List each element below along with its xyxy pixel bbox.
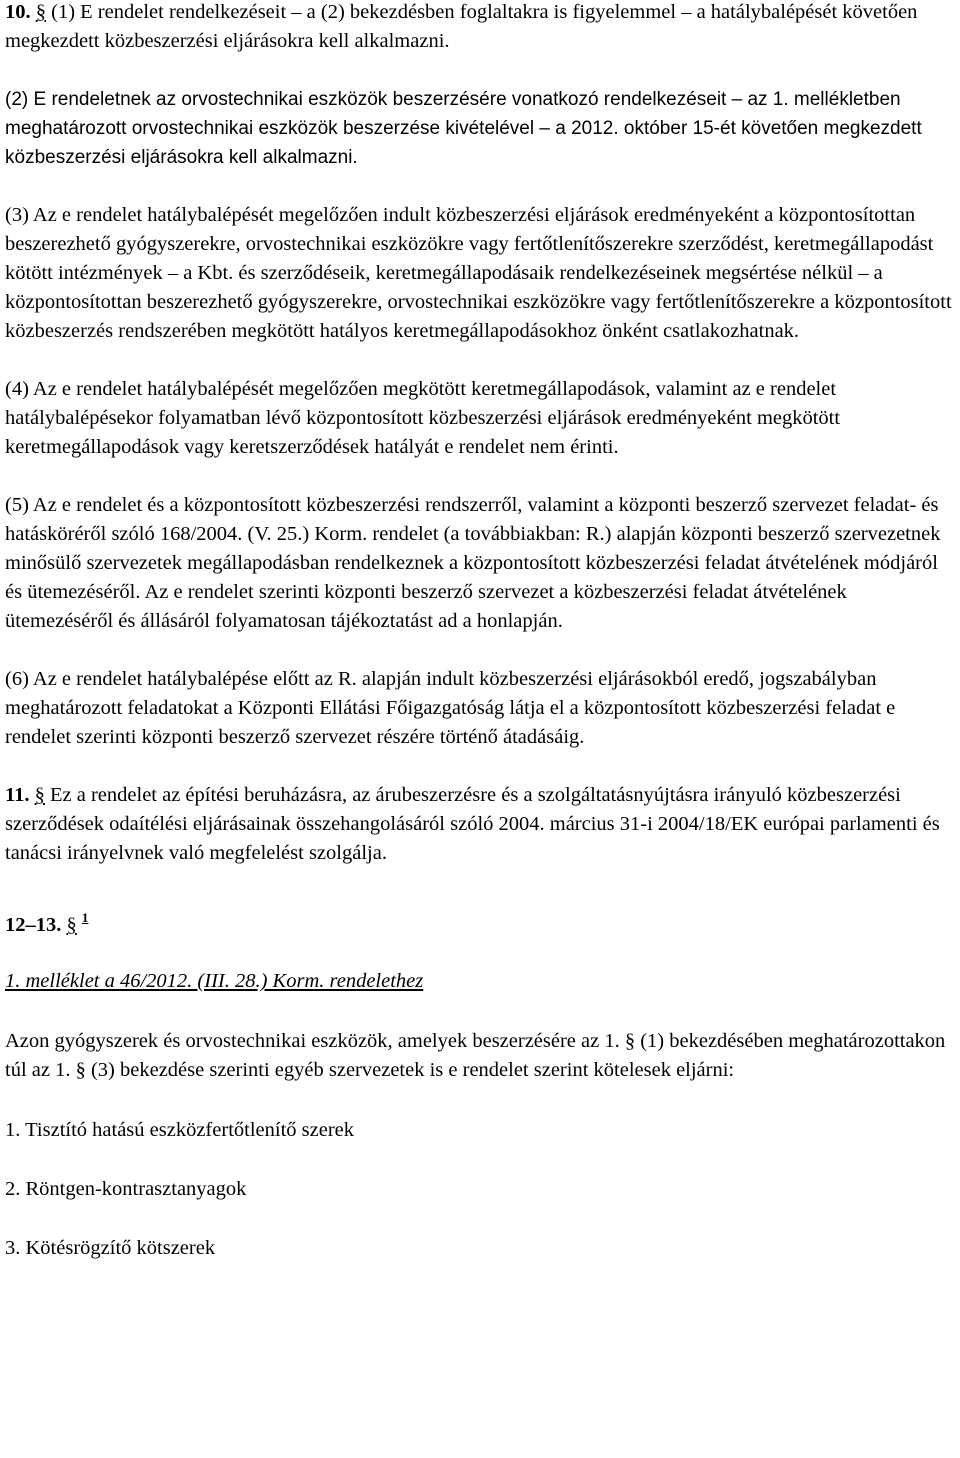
paragraph-10-6: (6) Az e rendelet hatálybalépése előtt az R. alapján indult közbeszerzési eljárásokból eredő, jogszabályban meghatározott feladatokat a Központi Ellátási Főigazgatóság látja el a központosított közbeszerzési feladat e rendelet szerinti központi beszerző szervezet részére történő átadásáig. (5, 668, 896, 748)
footnote-link[interactable]: 1 (81, 910, 89, 925)
annex-title[interactable] (5, 967, 957, 996)
annex-title-link[interactable]: 1. melléklet a 46/2012. (III. 28.) Korm. rendelethez (5, 970, 424, 992)
annex-item-3: 3. Kötésrögzítő kötszerek (5, 1237, 216, 1259)
paragraph-10-3: (3) Az e rendelet hatálybalépését megelőzően indult közbeszerzési eljárások eredményeként a központosítottan beszerezhető gyógyszerekre, orvostechnikai eszközökre vagy fertőtlenítőszerekre szerződést, keretmegállapodást kötött intézmények – a Kbt. és szerződéseik, keretmegállapodásaik rendelkezéseinek megsértése nélkül – a központosítottan beszerezhető gyógyszerekre, orvostechnikai eszközökre vagy fertőtlenítőszerekre a központosított közbeszerzés rendszerében megkötött hatályos keretmegállapodásokhoz önként csatlakozhatnak. (5, 204, 952, 342)
paragraph-10-4: (4) Az e rendelet hatálybalépését megelőzően megkötött keretmegállapodások, valamint az e rendelet hatálybalépésekor folyamatban lévő központosított közbeszerzési eljárások eredményeként megkötött keretmegállapodások vagy keretszerződések hatályát e rendelet nem érinti. (5, 378, 841, 458)
section-sign-link-12-13[interactable]: § (66, 914, 77, 936)
annex-intro: Azon gyógyszerek és orvostechnikai eszközök, amelyek beszerzésére az 1. § (1) bekezdésében meghatározottakon túl az 1. § (3) bekezdése szerinti egyéb szervezetek is e rendelet szerint kötelesek eljárni: (5, 1030, 946, 1081)
document-page (5, 0, 957, 1263)
section-number-12-13: 12–13. (5, 914, 62, 936)
paragraph-10-5: (5) Az e rendelet és a központosított közbeszerzési rendszerről, valamint a központi beszerző szervezet feladat- és hatásköréről szóló 168/2004. (V. 25.) Korm. rendelet (a továbbiakban: R.) alapján központi beszerző szervezetnek minősülő szervezetek megállapodásban rendelkeznek a központosított közbeszerzési feladat átvételének módjáról és ütemezéséről. Az e rendelet szerinti központi beszerző szervezet a közbeszerzési feladat átvételének ütemezéséről és állásáról folyamatosan tájékoztatást ad a honlapján. (5, 494, 941, 632)
annex-item-2: 2. Röntgen-kontrasztanyagok (5, 1178, 247, 1200)
annex-item-1: 1. Tisztító hatású eszközfertőtlenítő szerek (5, 1119, 354, 1141)
paragraph-11 (5, 781, 957, 868)
section-sign-link-11[interactable]: § (34, 784, 45, 806)
section-sign-link-10[interactable]: § (35, 1, 46, 23)
section-number-11: 11. (5, 784, 30, 806)
paragraph-10-1-text: (1) E rendelet rendelkezéseit – a (2) bekezdésben foglaltakra is figyelemmel – a hatálybalépését követően megkezdett közbeszerzési eljárásokra kell alkalmazni. (5, 1, 918, 52)
paragraph-10-1 (5, 0, 957, 56)
paragraph-12-13 (5, 903, 957, 940)
paragraph-10-2: (2) E rendeletnek az orvostechnikai eszközök beszerzésére vonatkozó rendelkezéseit – az 1. mellékletben meghatározott orvostechnikai eszközök beszerzése kivételével – a 2012. október 15-ét követően megkezdett közbeszerzési eljárásokra kell alkalmazni. (5, 89, 922, 168)
paragraph-11-text: Ez a rendelet az építési beruházásra, az árubeszerzésre és a szolgáltatásnyújtásra irányuló közbeszerzési szerződések odaítélési eljárásainak összehangolásáról szóló 2004. március 31-i 2004/18/EK európai parlamenti és tanácsi irányelvnek való megfelelést szolgálja. (5, 784, 940, 864)
section-number-10: 10. (5, 1, 31, 23)
